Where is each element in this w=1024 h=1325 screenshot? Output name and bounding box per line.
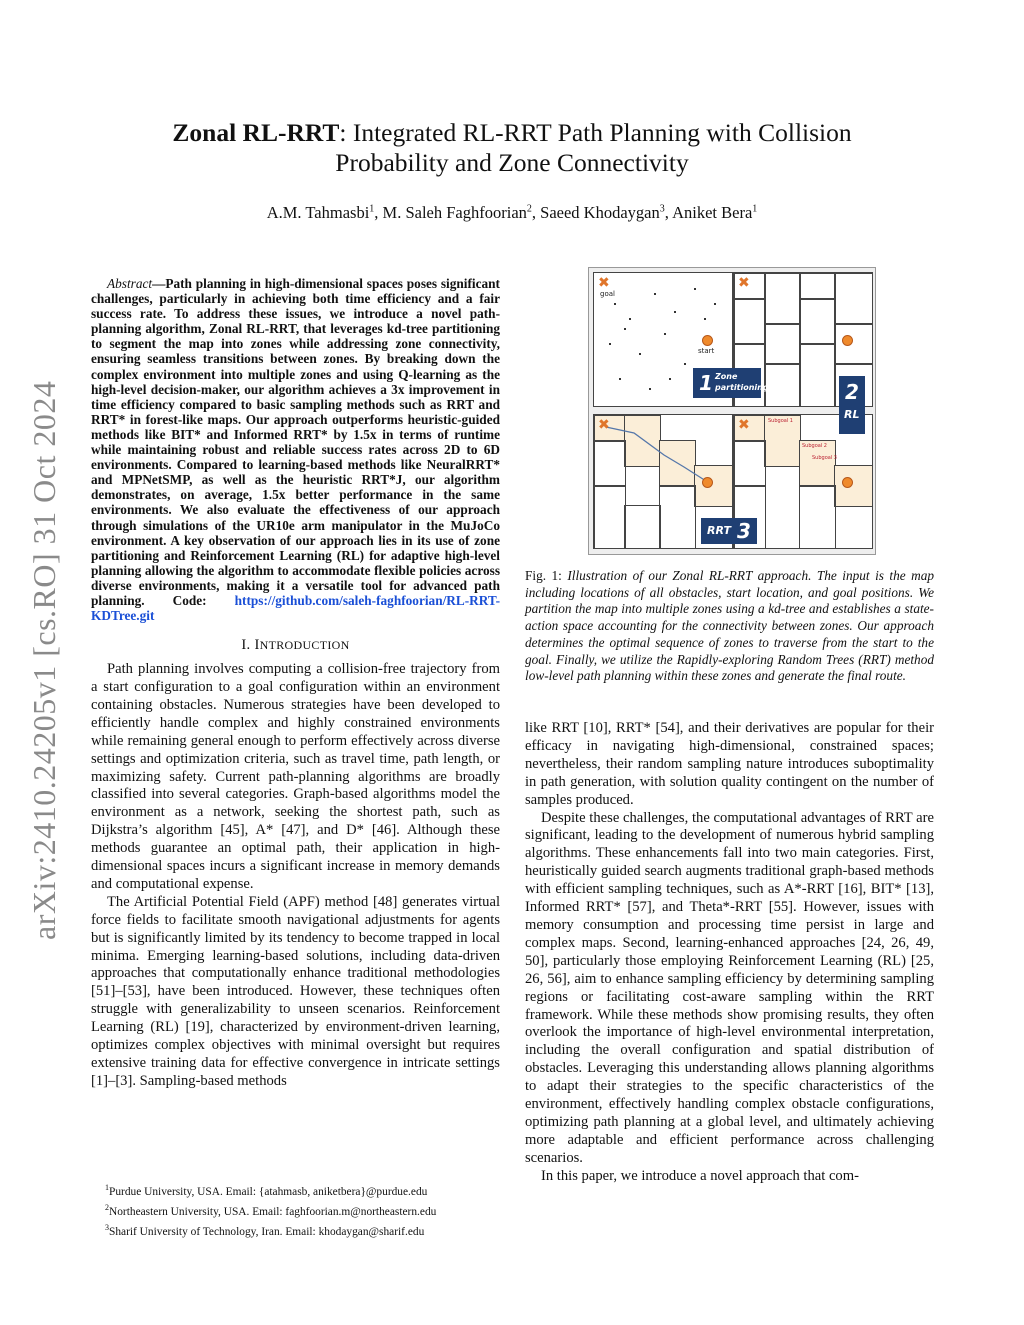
author-list: A.M. Tahmasbi$^1$, M. Saleh Faghfoorian$^2$, Saeed Khodaygan$^3$, Aniket Bera$^1$ <box>266 203 758 222</box>
author: M. Saleh Faghfoorian <box>382 203 527 222</box>
zone <box>764 273 801 325</box>
zone <box>734 440 766 487</box>
intro-paragraph: The Artificial Potential Field (APF) method [48] generates virtual force fields to facilitate smooth navigational adjustments for agents but is significantly limited by its tendency to become trapped in local minima. Emerging learning-based solutions, including data-driven approaches that computationally enhance traditional methodologies [51]–[53], have been introduced. However, these techniques often struggle with generalizability to unseen scenarios. Reinforcement Learning (RL) [19], characterized by environment-driven learning, optimizes complex objectives with minimal oversight but requires extensive training data for effective convergence in intricate settings [1]–[3]. Sampling-based methods <box>91 893 500 1089</box>
author-affiliation: 1 <box>369 203 375 215</box>
title-line2: Probability and Zone Connectivity <box>335 148 689 177</box>
goal-marker-icon: ✖ <box>738 275 750 291</box>
figure-1 <box>588 267 876 555</box>
zone <box>764 363 801 407</box>
footnote <box>105 1200 525 1220</box>
start-marker-icon <box>842 477 853 488</box>
step-number: 3 <box>737 519 751 543</box>
subgoal-label: Subgoal 3 <box>812 455 837 461</box>
abstract-dash: — <box>152 276 166 291</box>
section-number: I. <box>241 637 251 654</box>
footnote-mark: 3 <box>105 1222 109 1232</box>
step-zone-partitioning-badge <box>693 368 769 398</box>
author-affiliation: 1 <box>752 203 758 215</box>
goal-marker-icon: ✖ <box>738 417 750 433</box>
arxiv-identifier: arXiv:2410.24205v1 [cs.RO] 31 Oct 2024 <box>26 380 62 940</box>
step-rl-badge <box>839 376 865 434</box>
left-column <box>91 276 500 1091</box>
zone <box>834 273 873 325</box>
goal-marker-icon: ✖ <box>598 275 610 291</box>
footnotes <box>105 1180 525 1239</box>
footnote-text: Sharif University of Technology, Iran. Email: khodaygan@sharif.edu <box>109 1225 425 1238</box>
caption-label: Fig. 1: <box>525 568 562 583</box>
intro-paragraph: like RRT [10], RRT* [54], and their derivatives are popular for their efficacy in navigating high-dimensional, constrained spaces; nevertheless, their random sampling nature introduces suboptimality in path generation, with solution quality contingent on the number of samples produced. <box>525 720 934 808</box>
zone <box>799 343 836 407</box>
step-label: RRT <box>707 524 731 537</box>
step-number: 2 <box>845 380 859 404</box>
footnote-mark: 2 <box>105 1202 109 1212</box>
code-link[interactable]: https://github.com/saleh-faghfoorian/RL-RRT-KDTree.git <box>91 592 500 624</box>
footnote-mark: 1 <box>105 1183 109 1192</box>
section-title-rest: NTRODUCTION <box>259 638 350 653</box>
zone <box>734 298 766 345</box>
intro-paragraph: Path planning involves computing a collision-free trajectory from a start configuration to a goal configuration within an environment containing obstacles. Numerous strategies have been developed to efficiently handle complex and highly constrained environments while remaining general enough to perform effectively across diverse settings and optimization criteria, such as travel time, path length, or maximizing safety. Current path-planning algorithms are broadly classified into several categories. Graph-based algorithms model the environment as a network, seeking the shortest path, such as Dijkstra’s algorithm [45], A* [47], and D* [46]. Although these methods guarantee an optimal path, their application in high-dimensional spaces incurs a significant increase in memory demands and computational expense. <box>91 661 500 892</box>
step-number: 1 <box>699 371 713 395</box>
figure-1-caption <box>525 568 934 685</box>
zone <box>834 323 873 365</box>
intro-paragraph: In this paper, we introduce a novel approach that com- <box>541 1167 859 1184</box>
section-heading-introduction <box>91 637 500 655</box>
right-column <box>525 720 934 1186</box>
abstract-text: Path planning in high-dimensional spaces poses significant challenges, particularly in achieving both time efficiency and a fair success rate. To address these issues, we introduce a novel path-planning algorithm, Zonal RL-RRT, that leverages kd-tree partitioning to segment the map into zones while addressing zone connectivity, ensuring seamless transitions between zones. By breaking down the complex environment into multiple zones and using Q-learning as the high-level decision-maker, our algorithm achieves a 3x improvement in time efficiency compared to basic sampling methods such as RRT and RRT* in forest-like maps. Our approach outperforms heuristic-guided methods like BIT* and Informed RRT* by 1.5x in terms of runtime while maintaining robust and reliable success rates across 2D to 6D environments. Compared to learning-based methods like NeuralRRT* and MPNetSMP, as well as the heuristic RRT*J, our algorithm demonstrates, on average, 1.5x better performance in the same environments. We also evaluate the effectiveness of our approach through simulations of the UR10e arm manipulator in the MuJoCo environment. A key observation of our approach lies in its use of zone partitioning and Reinforcement Learning (RL) for adaptive high-level planning allowing the algorithm to accommodate flexible policies across diverse environments, making it a versatile tool for advanced path planning. Code: <box>91 276 500 608</box>
zone <box>834 465 873 507</box>
subgoal-label: Subgoal 2 <box>802 443 827 449</box>
zone <box>799 273 836 300</box>
abstract-label: Abstract <box>107 276 153 291</box>
author: Saeed Khodaygan <box>540 203 660 222</box>
author-affiliation: 2 <box>526 203 532 215</box>
paper-title <box>112 118 912 178</box>
section-first-letter: I <box>254 637 260 654</box>
intro-paragraph: Despite these challenges, the computational advantages of RRT are significant, leading to the development of numerous hybrid sampling algorithms. These enhancements fall into two main categories. First, heuristically guided search augments traditional graph-based methods with efficient sampling techniques, such as A*-RRT [16], BIT* [13], Informed RRT* [57], and Theta*-RRT [55]. However, issues with memory consumption and processing time persist in large and complex maps. Second, learning-enhanced approaches [24, 26, 49, 50], particularly those employing Reinforcement Learning (RL) [25, 26, 56], aim to enhance sampling efficiency by determining sampling regions or facilitating cost-aware sampling within the RRT framework. While these methods show promising results, they often overlook the importance of high-level environmental interpretation, including the overall configuration and spatial distribution of obstacles. Leveraging this understanding allows planning algorithms to adapt their strategies to the specific characteristics of the environment, effectively handling complex obstacle configurations, optimizing path planning at a global level, and ultimately achieving more adaptable and efficient performance across challenging scenarios. <box>525 809 934 1166</box>
start-marker-icon <box>842 335 853 346</box>
subgoal-label: Subgoal 1 <box>768 418 793 424</box>
footnote-text: Northeastern University, USA. Email: faghfoorian.m@northeastern.edu <box>109 1205 437 1218</box>
step-label: RL <box>844 408 860 421</box>
zone <box>799 298 836 345</box>
abstract <box>91 276 500 623</box>
footnote <box>105 1220 525 1240</box>
zone <box>799 485 836 549</box>
zone <box>764 323 801 365</box>
goal-marker-icon: ✖ <box>598 417 610 433</box>
author: A.M. Tahmasbi <box>266 203 370 222</box>
title-bold: Zonal RL-RRT <box>172 118 340 147</box>
step-label: partitioning <box>715 383 769 392</box>
start-marker-icon <box>702 477 713 488</box>
author: Aniket Bera <box>672 203 753 222</box>
footnote <box>105 1180 525 1200</box>
start-label: start <box>698 347 715 355</box>
start-marker-icon <box>702 335 713 346</box>
title-line1-rest: : Integrated RL-RRT Path Planning with Collision <box>339 118 852 147</box>
step-rrt-badge <box>701 518 757 544</box>
author-affiliation: 3 <box>659 203 665 215</box>
step-label: Zone <box>715 372 738 381</box>
goal-label: goal <box>600 290 615 298</box>
caption-text: Illustration of our Zonal RL-RRT approach. The input is the map including locations of all obstacles, start location, and goal positions. We partition the map into multiple zones using a kd-tree and establishes a state-action space accounting for the connectivity between zones. Our approach determines the optimal sequence of zones to traverse from the start to the goal. Finally, we utilize the Rapidly-exploring Random Trees (RRT) method low-level path planning within these zones and generate the final route. <box>525 568 934 684</box>
footnote-text: Purdue University, USA. Email: {atahmasb, aniketbera}@purdue.edu <box>109 1185 428 1198</box>
